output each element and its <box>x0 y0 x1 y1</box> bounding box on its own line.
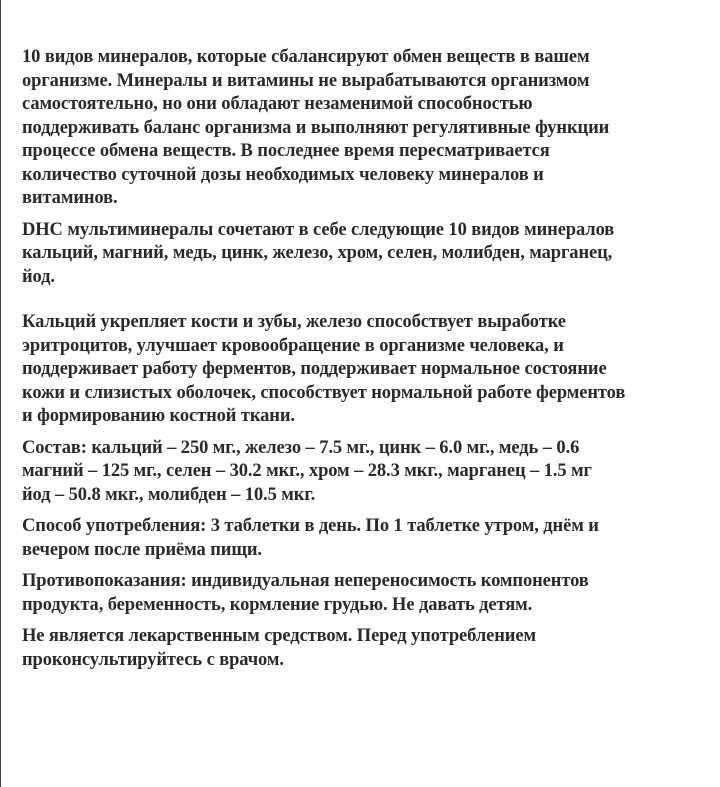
text-line: эритроцитов, улучшает кровообращение в организме человека, и <box>22 335 564 356</box>
text-line: самостоятельно, но они обладают незаменимой способностью <box>22 94 533 114</box>
text-line: организме. Минералы и витамины не вырабатываются организмом <box>22 70 590 91</box>
text-line: вечером после приёма пищи. <box>22 539 262 560</box>
text-line: поддерживает работу ферментов, поддерживает нормальное состояние <box>22 359 607 379</box>
paragraph-disclaimer <box>22 625 720 672</box>
text-line: йод. <box>22 266 55 287</box>
text-line: Состав: кальций – 250 мг., железо – 7.5 мг., цинк – 6.0 мг., медь – 0.6 <box>22 437 580 458</box>
text-line: DHC мультиминералы сочетают в себе следующие 10 видов минералов <box>22 219 615 240</box>
text-line: и формированию костной ткани. <box>22 406 295 426</box>
paragraph-usage <box>22 515 720 562</box>
text-line: магний – 125 мг., селен – 30.2 мкг., хром – 28.3 мкг., марганец – 1.5 мг <box>22 461 592 481</box>
paragraph-intro <box>22 46 720 211</box>
text-line: процессе обмена веществ. В последнее время пересматривается <box>22 141 550 161</box>
text-line: Противопоказания: индивидуальная непереносимость компонентов <box>22 571 589 591</box>
text-line: количество суточной дозы необходимых человеку минералов и <box>22 164 544 185</box>
text-line: проконсультируйтесь с врачом. <box>22 649 284 670</box>
text-line: поддерживать баланс организма и выполняют регулятивные функции <box>22 117 610 138</box>
document-body <box>22 46 720 672</box>
text-line: кожи и слизистых оболочек, способствует нормальной работе ферментов <box>22 382 626 403</box>
paragraph-contraindications <box>22 570 720 617</box>
text-line: витаминов. <box>22 188 118 208</box>
paragraph-composition <box>22 437 720 508</box>
paragraph-benefits <box>22 311 720 429</box>
text-line: Не является лекарственным средством. Перед употреблением <box>22 626 536 646</box>
text-line: Способ употребления: 3 таблетки в день. По 1 таблетке утром, днём и <box>22 516 599 536</box>
text-line: кальций, магний, медь, цинк, железо, хром, селен, молибден, марганец, <box>22 243 613 263</box>
text-line: продукта, беременность, кормление грудью. Не давать детям. <box>22 594 533 615</box>
paragraph-minerals-list <box>22 219 720 290</box>
text-line: Кальций укрепляет кости и зубы, железо способствует выработке <box>22 312 566 332</box>
text-line: йод – 50.8 мкг., молибден – 10.5 мкг. <box>22 484 316 505</box>
text-line: 10 видов минералов, которые сбалансируют обмен веществ в вашем <box>22 47 590 67</box>
